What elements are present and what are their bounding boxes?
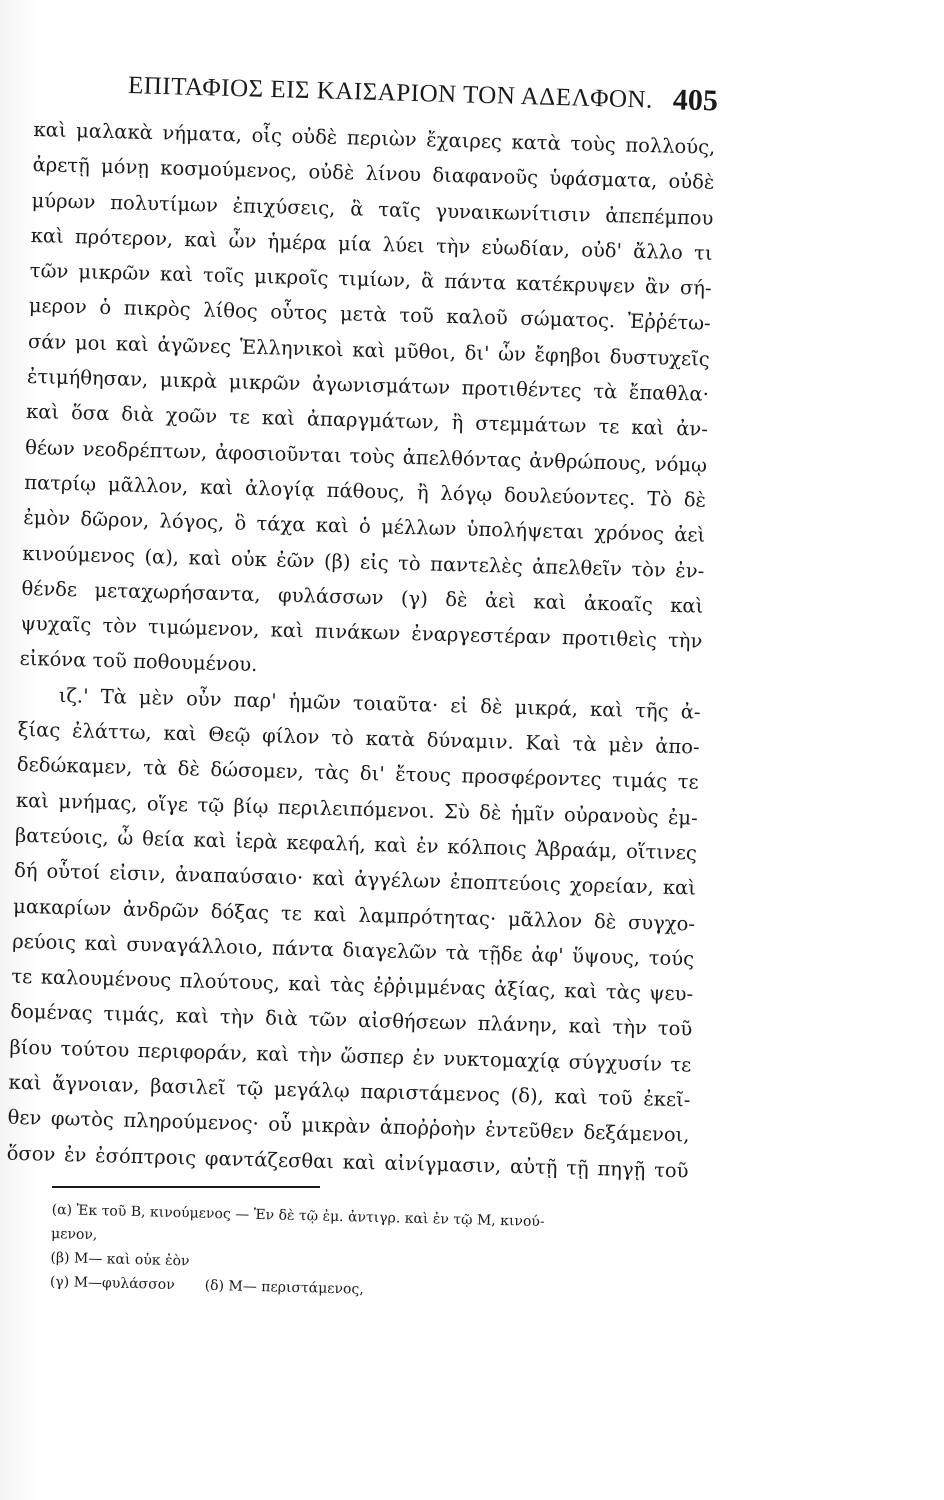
text-line: τε καλουμένους πλούτους, καὶ τὰς ἐῤῥιμμένας ἀξίας, καὶ τὰς ψευ- [11, 964, 694, 1006]
text-line: ἐμὸν δῶρον, λόγος, ὃ τάχα καὶ ὁ μέλλων ὑπολήψεται χρόνος ἀεὶ [23, 506, 706, 547]
text-line: μερον ὁ πικρὸς λίθος οὗτος μετὰ τοῦ καλοῦ σώματος. Ἐῤῥέτω- [28, 294, 711, 336]
text-line: θένδε μεταχωρήσαντα, φυλάσσων (γ) δὲ ἀεὶ καὶ ἀκοαῖς καὶ [21, 576, 704, 618]
paragraph-end-line: εἰκόνα τοῦ ποθουμένου. [19, 647, 258, 677]
text-line: καὶ μαλακὰ νήματα, οἷς οὐδὲ περιὼν ἔχαιρες κατὰ τοὺς πολλούς, [33, 117, 716, 159]
text-line: μύρων πολυτίμων ἐπιχύσεις, ἃ ταῖς γυναικωνίτισιν ἀπεπέμπου [31, 188, 714, 230]
text-line: κινούμενος (α), καὶ οὐκ ἐῶν (β) εἰς τὸ παντελὲς ἀπελθεῖν τὸν ἐν- [22, 541, 705, 583]
text-line: πατρίῳ μᾶλλον, καὶ ἀλογίᾳ πάθους, ἢ λόγῳ δουλεύοντες. Τὸ δὲ [24, 470, 707, 512]
text-line: καὶ πρότερον, καὶ ὧν ἡμέρα μία λύει τὴν εὐωδίαν, οὐδ' ἄλλο τι [30, 223, 713, 265]
footnote-c: (γ) Μ—φυλάσσον [49, 1273, 175, 1294]
footnote-a-continuation: μενον, [50, 1225, 98, 1244]
footnotes-block [50, 1198, 742, 1311]
footnote-a: (α) Ἐκ τοῦ Β, κινούμενος — Ἐν δὲ τῷ ἐμ. ἀντιγρ. καὶ ἐν τῷ Μ, κινού- [51, 1201, 545, 1231]
footnote-separator-rule [52, 1186, 320, 1188]
text-line: βατεύοις, ὦ θεία καὶ ἱερὰ κεφαλή, καὶ ἐν κόλποις Ἀβραάμ, οἵτινες [14, 823, 698, 865]
text-line: καὶ ἄγνοιαν, βασιλεῖ τῷ μεγάλῳ παριστάμενος (δ), καὶ τοῦ ἐκεῖ- [8, 1070, 691, 1112]
main-text-block [6, 112, 715, 1188]
running-title: ΕΠΙΤΑΦΙΟΣ ΕΙΣ ΚΑΙΣΑΡΙΟΝ ΤΟΝ ΑΔΕΛΦΟΝ. [127, 72, 654, 114]
section-start-line: ιζ.' Τὰ μὲν οὖν παρ' ἡμῶν τοιαῦτα· εἰ δὲ μικρά, καὶ τῆς ἀ- [58, 683, 701, 724]
text-line: μακαρίων ἀνδρῶν δόξας τε καὶ λαμπρότητας· μᾶλλον δὲ συγχο- [12, 894, 696, 936]
text-line: βίου τούτου περιφοράν, καὶ τὴν ὥσπερ ἐν νυκτομαχίᾳ σύγχυσίν τε [9, 1035, 692, 1077]
text-line: ξίας ἐλάττω, καὶ Θεῷ φίλον τὸ κατὰ δύναμιν. Καὶ τὰ μὲν ἀπο- [17, 717, 700, 759]
text-line: δομένας τιμάς, καὶ τὴν διὰ τῶν αἰσθήσεων πλάνην, καὶ τὴν τοῦ [10, 1000, 693, 1041]
text-line: σάν μοι καὶ ἀγῶνες Ἑλληνικοὶ καὶ μῦθοι, δι' ὧν ἔφηβοι δυστυχεῖς [27, 329, 711, 371]
footnote-d: (δ) Μ— περιστάμενος, [204, 1277, 364, 1298]
footnote-b: (β) Μ— καὶ οὐκ ἐὸν [50, 1249, 190, 1270]
text-line: ἀρετῇ μόνῃ κοσμούμενος, οὐδὲ λίνου διαφανοῦς ὑφάσματα, οὐδὲ [32, 153, 715, 195]
text-line: θεν φωτὸς πληρούμενος· οὗ μικρὰν ἀποῤῥοὴν ἐντεῦθεν δεξάμενοι, [7, 1105, 690, 1147]
text-line: καὶ μνήμας, οἵγε τῷ βίῳ περιλειπόμενοι. Σὺ δὲ ἡμῖν οὐρανοὺς ἐμ- [15, 788, 699, 830]
text-line: τῶν μικρῶν καὶ τοῖς μικροῖς τιμίων, ἃ πάντα κατέκρυψεν ἂν σή- [29, 259, 712, 300]
page-number: 405 [672, 83, 719, 118]
text-line: καὶ ὅσα διὰ χοῶν τε καὶ ἀπαργμάτων, ἢ στεμμάτων τε καὶ ἀν- [25, 400, 709, 442]
text-line: δή οὗτοί εἰσιν, ἀναπαύσαιο· καὶ ἀγγέλων ἐποπτεύοις χορείαν, καὶ [13, 858, 697, 900]
text-line: ὅσον ἐν ἐσόπτροις φαντάζεσθαι καὶ αἰνίγμασιν, αὐτῇ τῇ πηγῇ τοῦ [6, 1141, 689, 1183]
text-line: ψυχαῖς τὸν τιμώμενον, καὶ πινάκων ἐναργεστέραν προτιθεὶς τὴν [20, 611, 703, 653]
text-line: ἐτιμήθησαν, μικρὰ μικρῶν ἀγωνισμάτων προτιθέντες τὰ ἔπαθλα· [26, 364, 710, 406]
text-line: ρεύοις καὶ συναγάλλοιο, πάντα διαγελῶν τὰ τῇδε ἀφ' ὕψους, τούς [11, 929, 695, 971]
text-line: θέων νεοδρέπτων, ἀφοσιοῦνται τοὺς ἀπελθόντας ἀνθρώπους, νόμῳ [24, 435, 708, 477]
text-line: δεδώκαμεν, τὰ δὲ δώσομεν, τὰς δι' ἔτους προσφέροντες τιμάς τε [16, 753, 699, 794]
